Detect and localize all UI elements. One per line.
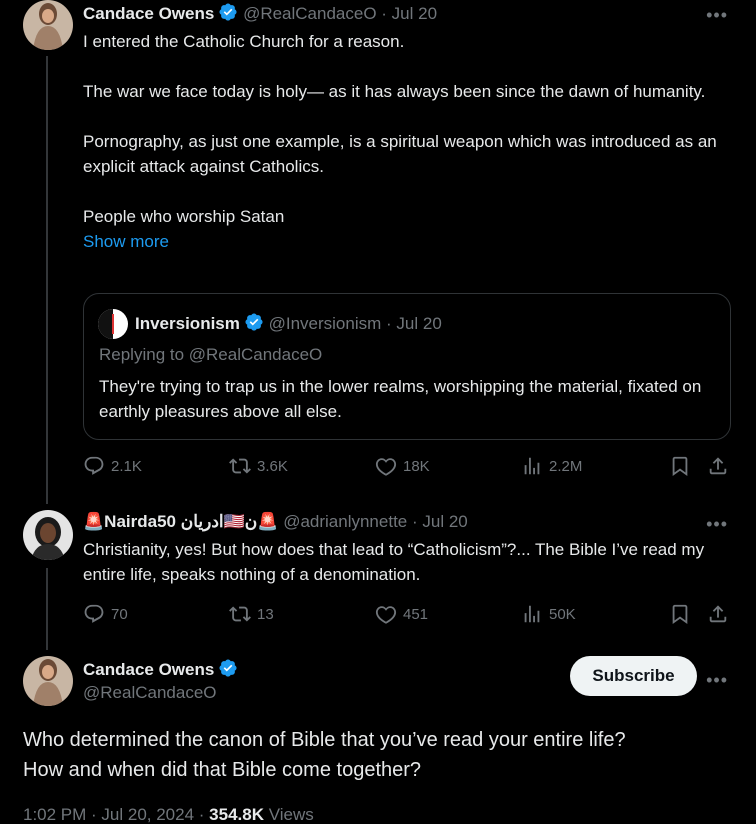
reply-count: 2.1K	[111, 457, 142, 475]
main-tweet-text	[23, 725, 723, 785]
author-name[interactable]: Candace Owens	[83, 660, 215, 679]
avatar-candace[interactable]	[23, 656, 73, 706]
bookmark-button[interactable]	[669, 455, 691, 477]
tweet-time[interactable]: 1:02 PM · Jul 20, 2024 ·	[23, 805, 210, 824]
author-handle[interactable]: @adrianlynnette	[283, 512, 408, 531]
thread-line	[46, 56, 48, 504]
tweet-paragraph: Who determined the canon of Bible that you’ve read your entire life?	[23, 729, 626, 751]
bookmark-button[interactable]	[669, 603, 691, 625]
views-button[interactable]	[521, 603, 576, 625]
tweet-actions	[83, 455, 730, 481]
thread-line	[46, 568, 48, 650]
reply-button[interactable]	[83, 603, 128, 625]
repost-count: 3.6K	[257, 457, 288, 475]
like-count: 451	[403, 605, 429, 623]
views-button[interactable]	[521, 455, 582, 477]
tweet-actions	[83, 603, 730, 629]
quoted-tweet[interactable]	[83, 293, 731, 440]
tweet-date[interactable]: · Jul 20	[381, 4, 438, 23]
author-handle[interactable]: @RealCandaceO	[243, 4, 377, 23]
avatar-candace[interactable]	[23, 0, 73, 50]
avatar-inversionism[interactable]	[98, 309, 128, 339]
author-name[interactable]: 🚨Nairda50 ادريان🇺🇸ن🚨	[83, 512, 279, 531]
share-icon	[707, 455, 729, 477]
like-icon	[375, 603, 397, 625]
views-label: Views	[263, 805, 314, 824]
repost-button[interactable]	[229, 455, 288, 477]
author-handle[interactable]: @RealCandaceO	[83, 683, 217, 702]
tweet-text	[83, 29, 723, 254]
repost-button[interactable]	[229, 603, 274, 625]
like-button[interactable]	[375, 455, 430, 477]
reply-icon	[83, 455, 105, 477]
tweet-paragraph: I entered the Catholic Church for a reason.	[83, 32, 405, 51]
like-count: 18K	[403, 457, 430, 475]
repost-count: 13	[257, 605, 274, 623]
reply-icon	[83, 603, 105, 625]
share-icon	[707, 603, 729, 625]
like-button[interactable]	[375, 603, 428, 625]
reply-count: 70	[111, 605, 128, 623]
views-count: 2.2M	[549, 457, 583, 475]
bookmark-icon	[669, 603, 691, 625]
like-icon	[375, 455, 397, 477]
quote-author-name[interactable]: Inversionism	[135, 314, 240, 333]
tweet-header	[83, 511, 468, 533]
bookmark-icon	[669, 455, 691, 477]
views-count: 50K	[549, 605, 576, 623]
author-name[interactable]: Candace Owens	[83, 4, 215, 23]
more-icon[interactable]: •••	[706, 670, 728, 690]
tweet-paragraph: Pornography, as just one example, is a spiritual weapon which was introduced as an explicit attack against Catholics.	[83, 132, 717, 176]
quote-date: · Jul 20	[386, 314, 442, 333]
quote-header	[135, 312, 442, 337]
more-icon[interactable]: •••	[706, 5, 728, 25]
share-button[interactable]	[707, 455, 729, 477]
tweet-header	[83, 2, 437, 28]
verified-badge-icon[interactable]	[218, 2, 238, 28]
share-button[interactable]	[707, 603, 729, 625]
tweet-paragraph: The war we face today is holy— as it has always been since the dawn of humanity.	[83, 82, 706, 101]
views-total: 354.8K	[209, 805, 264, 824]
avatar-adrian[interactable]	[23, 510, 73, 560]
views-icon	[521, 455, 543, 477]
quote-replying-to: Replying to @RealCandaceO	[99, 345, 323, 364]
tweet-text: Christianity, yes! But how does that lead to “Catholicism”?... The Bible I’ve read my entire life, speaks nothing of a denomination.	[83, 540, 705, 584]
quote-text: They're trying to trap us in the lower realms, worshipping the material, fixated on earthly pleasures above all else.	[99, 377, 702, 421]
quote-author-handle: @Inversionism	[268, 314, 382, 333]
tweet-paragraph: How and when did that Bible come together?	[23, 759, 422, 781]
repost-icon	[229, 455, 251, 477]
verified-badge-icon	[244, 312, 264, 337]
tweet-paragraph: People who worship Satan	[83, 207, 285, 226]
views-icon	[521, 603, 543, 625]
show-more-link[interactable]: Show more	[83, 232, 169, 251]
reply-button[interactable]	[83, 455, 142, 477]
main-tweet-author	[83, 658, 238, 683]
repost-icon	[229, 603, 251, 625]
tweet-timestamp[interactable]	[23, 805, 314, 824]
more-icon[interactable]: •••	[706, 514, 728, 534]
tweet-date[interactable]: · Jul 20	[411, 512, 468, 531]
subscribe-button[interactable]: Subscribe	[570, 656, 697, 696]
verified-badge-icon[interactable]	[218, 658, 238, 683]
